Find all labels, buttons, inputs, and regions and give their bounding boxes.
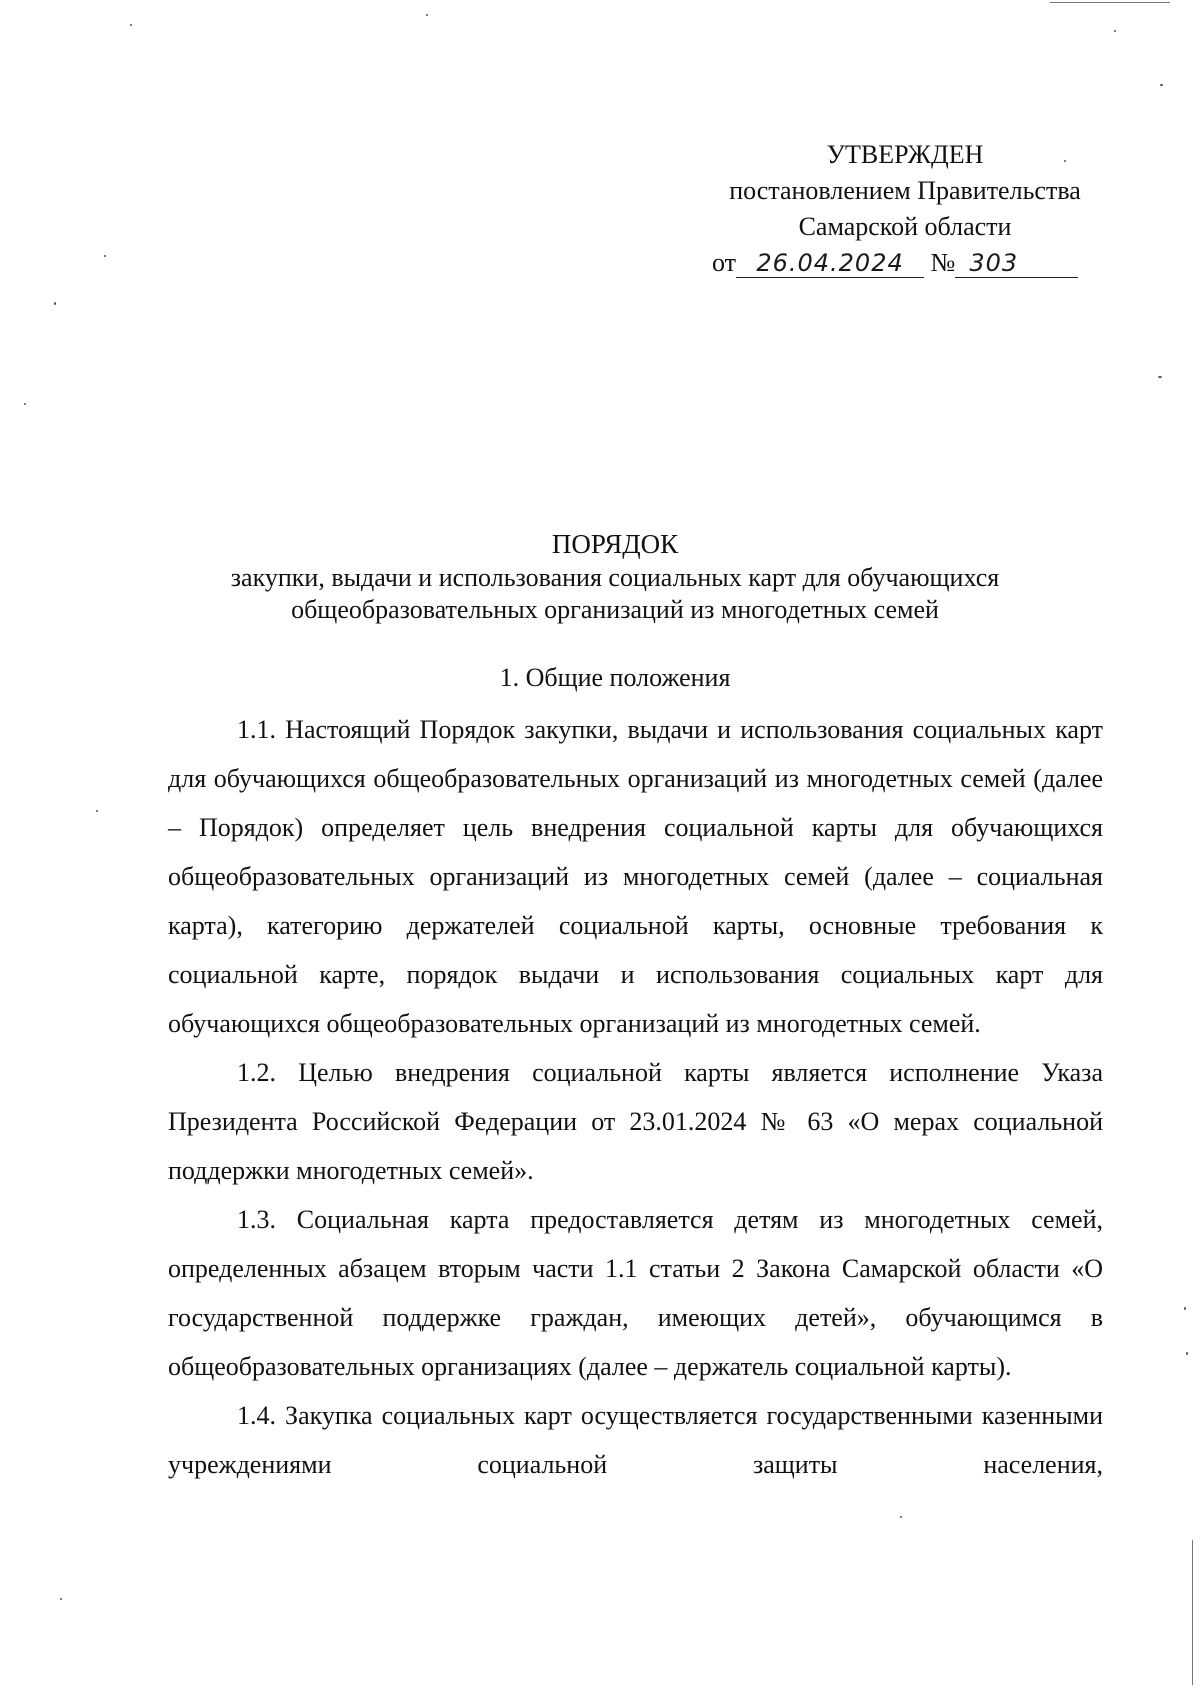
section-heading: 1. Общие положения: [499, 663, 731, 692]
approval-line-1: постановлением Правительства: [729, 176, 1081, 205]
document-title-block: [150, 528, 1080, 626]
approval-block: [700, 137, 1110, 281]
handwritten-date: 26.04.2024: [736, 249, 924, 278]
paragraph-1-1: 1.1. Настоящий Порядок закупки, выдачи и использования социальных карт для обучающихся общеобразовательных организаций из многодетных семей (далее – Порядок) определяет цель внедрения социальной карты для обучающихся общеобразовательных организаций из многодетных семей (далее – социальная карта), категорию держателей социальной карты, основные требования к социальной карте, порядок выдачи и использования социальных карт для обучающихся общеобразовательных организаций из многодетных семей.: [168, 715, 1103, 1038]
handwritten-number: 303: [955, 249, 1078, 278]
paragraph-1-4: 1.4. Закупка социальных карт осуществляется государственными казенными учреждениями социальной защиты населения,: [168, 1401, 1103, 1479]
date-prefix: от: [712, 248, 737, 277]
paragraph-1-3: 1.3. Социальная карта предоставляется детям из многодетных семей, определенных абзацем вторым части 1.1 статьи 2 Закона Самарской области «О государственной поддержке граждан, имеющих детей», обучающимся в общеобразовательных организациях (далее – держатель социальной карты).: [168, 1205, 1103, 1381]
scan-speck: [1184, 1307, 1186, 1310]
scan-speck: [96, 810, 98, 812]
scan-speck: [1186, 1352, 1188, 1355]
scan-artifact-right-edge: [1192, 1540, 1193, 1685]
scan-speck: [900, 1516, 902, 1518]
approval-line-2: Самарской области: [798, 212, 1012, 241]
scan-speck: [1160, 84, 1163, 86]
scan-artifact-top-line: [1050, 2, 1170, 3]
document-subtitle-line-1: закупки, выдачи и использования социальных карт для обучающихся: [230, 563, 1000, 592]
scan-speck: [104, 255, 106, 257]
approval-status: УТВЕРЖДЕН: [826, 140, 984, 169]
approval-date-number-line: [700, 245, 1110, 281]
paragraph-1-2: 1.2. Целью внедрения социальной карты является исполнение Указа Президента Российской Федерации от 23.01.2024 № 63 «О мерах социальной поддержки многодетных семей».: [168, 1058, 1103, 1185]
document-title: ПОРЯДОК: [551, 529, 679, 559]
section-body: [168, 705, 1103, 1489]
scan-speck: [54, 302, 56, 305]
number-prefix: №: [930, 248, 956, 277]
scan-speck: [60, 1598, 62, 1600]
scan-speck: [1064, 160, 1066, 162]
scan-speck: [130, 24, 132, 26]
document-subtitle-line-2: общеобразовательных организаций из многодетных семей: [291, 595, 939, 624]
scan-speck: [1114, 30, 1116, 32]
scan-speck: [1158, 376, 1162, 378]
scan-speck: [24, 403, 26, 405]
scan-speck: [426, 14, 428, 16]
